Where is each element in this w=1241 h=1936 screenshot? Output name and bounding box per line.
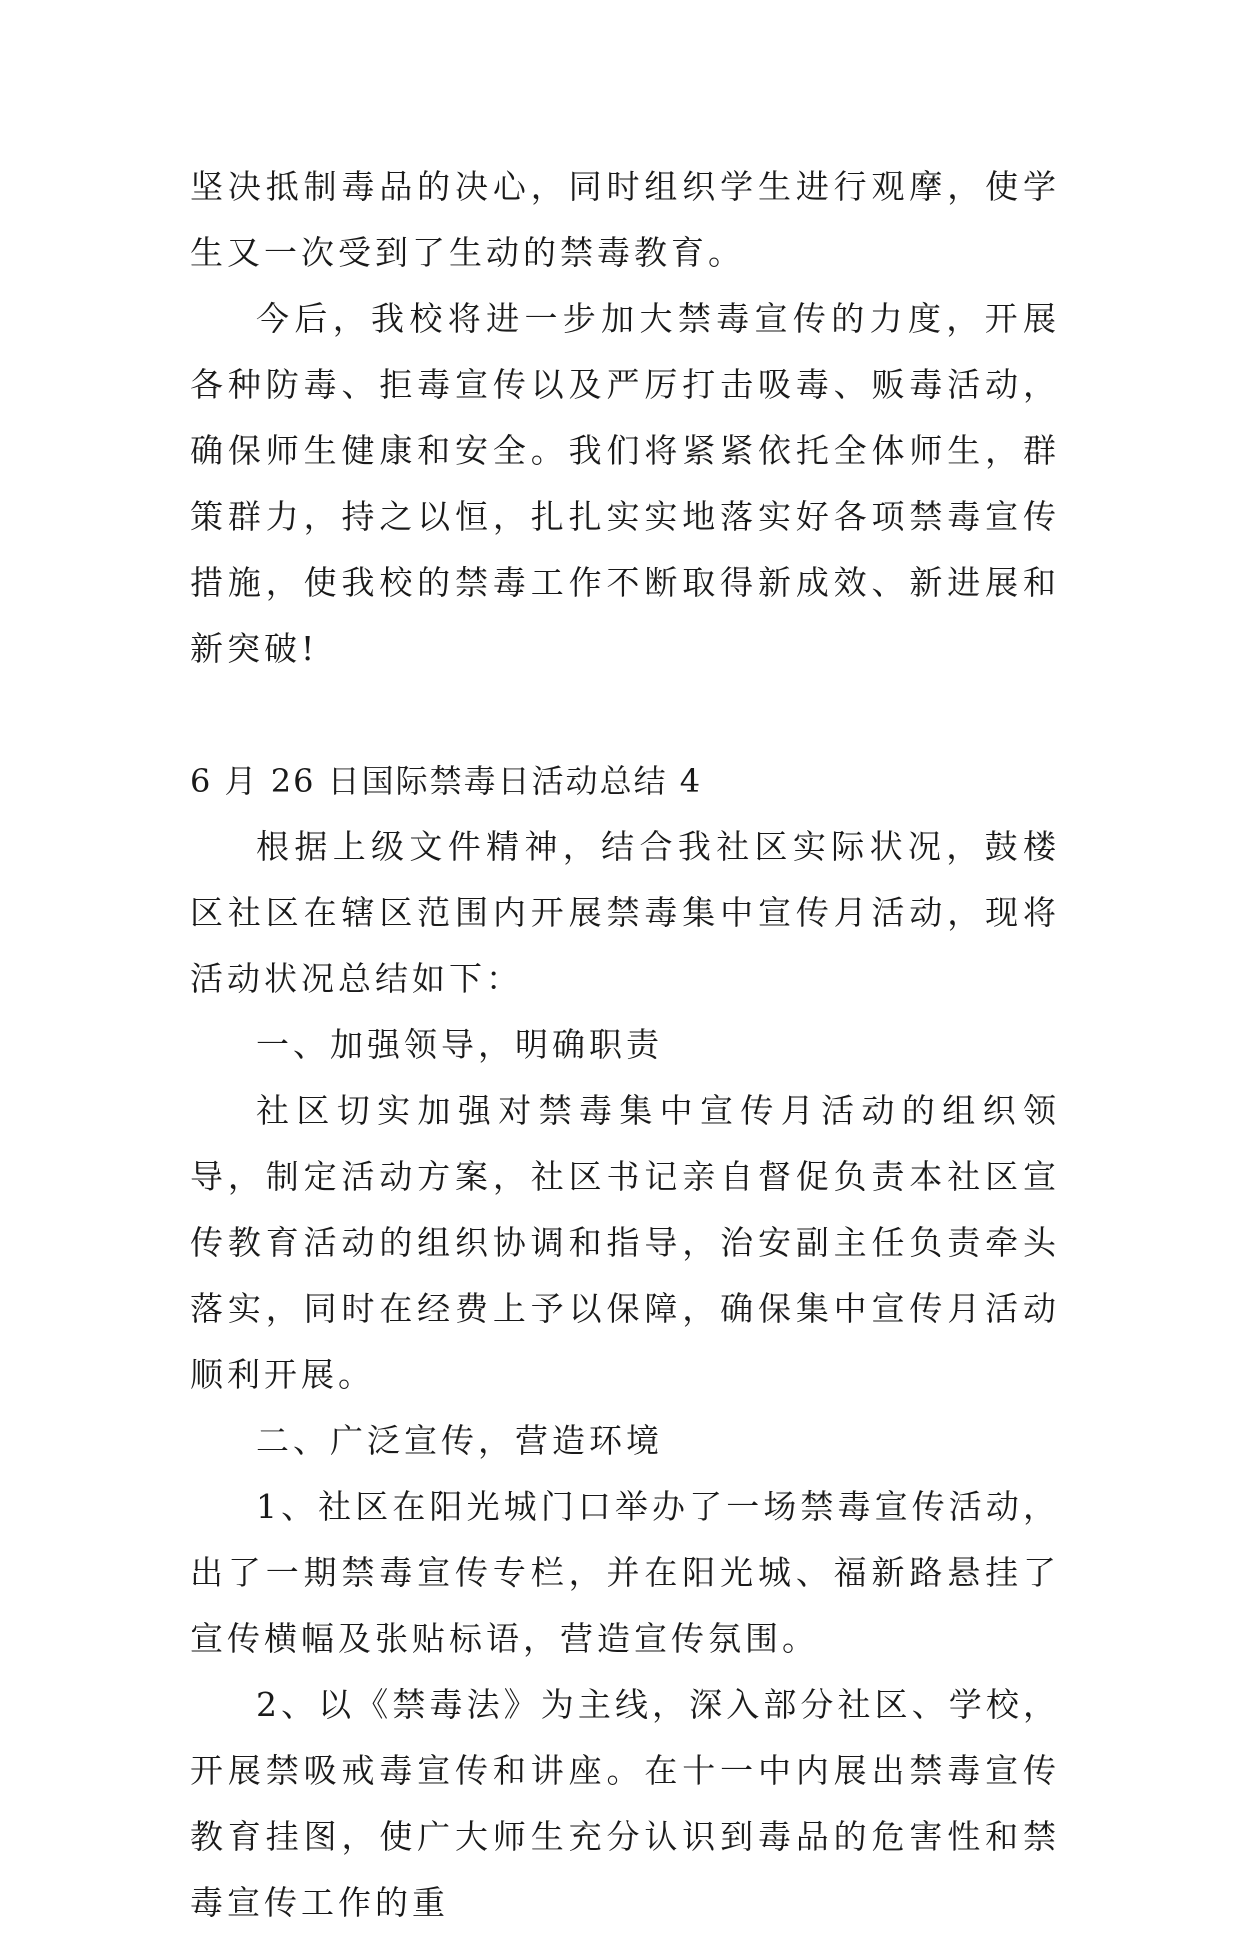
document-body — [190, 154, 1060, 1936]
heading-leadership: 一、加强领导，明确职责 — [256, 1025, 663, 1064]
continuation-paragraph: 坚决抵制毒品的决心，同时组织学生进行观摩，使学生又一次受到了生动的禁毒教育。 — [190, 167, 1060, 272]
closing-paragraph: 今后，我校将进一步加大禁毒宣传的力度，开展各种防毒、拒毒宣传以及严厉打击吸毒、贩毒活动，确保师生健康和安全。我们将紧紧依托全体师生，群策群力，持之以恒，扎扎实实地落实好各项禁毒宣传措施，使我校的禁毒工作不断取得新成效、新进展和新突破! — [190, 299, 1060, 668]
section-title: 6 月 26 日国际禁毒日活动总结 4 — [190, 762, 703, 800]
publicity-item-2: 2、以《禁毒法》为主线，深入部分社区、学校，开展禁吸戒毒宣传和讲座。在十一中内展出禁毒宣传教育挂图，使广大师生充分认识到毒品的危害性和禁毒宣传工作的重 — [190, 1685, 1060, 1922]
intro-paragraph: 根据上级文件精神，结合我社区实际状况，鼓楼区社区在辖区范围内开展禁毒集中宣传月活动，现将活动状况总结如下： — [190, 827, 1060, 998]
heading-publicity: 二、广泛宣传，营造环境 — [256, 1421, 663, 1460]
leadership-paragraph: 社区切实加强对禁毒集中宣传月活动的组织领导，制定活动方案，社区书记亲自督促负责本社区宣传教育活动的组织协调和指导，治安副主任负责牵头落实，同时在经费上予以保障，确保集中宣传月活动顺利开展。 — [190, 1091, 1060, 1394]
publicity-item-1: 1、社区在阳光城门口举办了一场禁毒宣传活动，出了一期禁毒宣传专栏，并在阳光城、福新路悬挂了宣传横幅及张贴标语，营造宣传氛围。 — [190, 1487, 1060, 1658]
